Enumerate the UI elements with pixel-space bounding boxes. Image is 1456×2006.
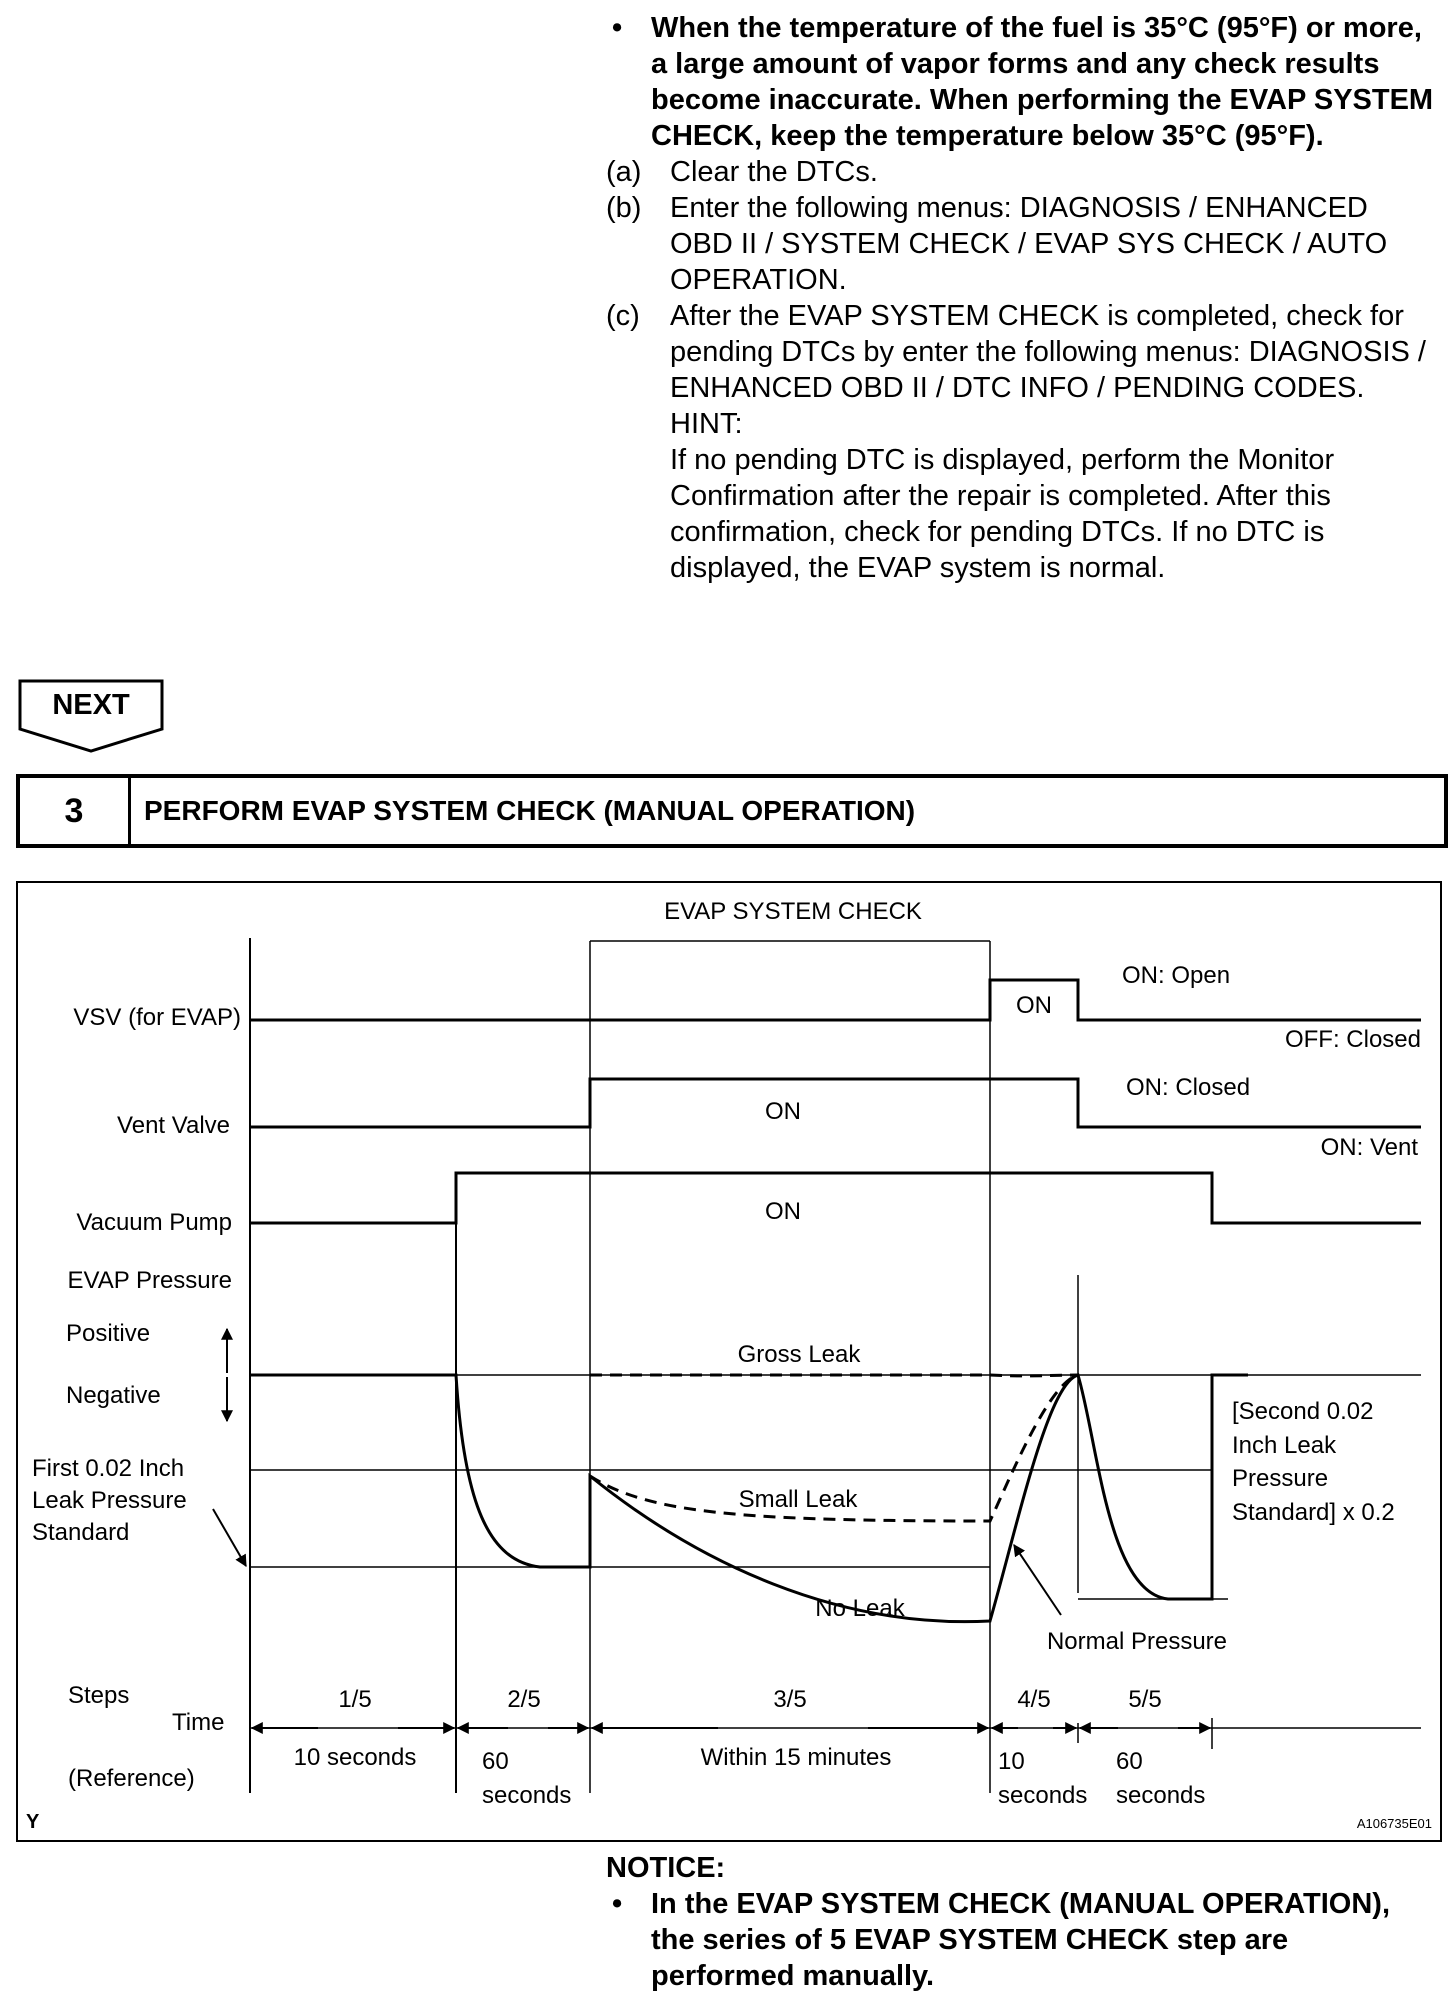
second-standard-line: Pressure [1232, 1465, 1329, 1492]
bullet-icon: • [612, 12, 623, 44]
step-text: After the EVAP SYSTEM CHECK is completed, check for pending DTCs by enter the following menus: DIAGNOSIS / ENHANCED OBD II / DTC INFO / PENDING CODES. [670, 300, 1426, 404]
step-b [606, 190, 1436, 298]
duration-line: seconds [482, 1782, 572, 1809]
instructions [606, 10, 1436, 586]
gross-leak-label: Gross Leak [737, 1341, 861, 1368]
hint-text: If no pending DTC is displayed, perform the Monitor Confirmation after the repair is completed. After this confirmation, check for pending DTCs. If no DTC is displayed, the EVAP system is normal. [670, 444, 1335, 584]
label-vent-valve: Vent Valve [117, 1112, 230, 1139]
label-evap-pressure: EVAP Pressure [67, 1267, 232, 1294]
duration-step3: Within 15 minutes [700, 1744, 892, 1771]
first-standard-arrow-icon [213, 1509, 246, 1566]
second-standard-line: [Second 0.02 [1232, 1398, 1374, 1425]
step-a [606, 154, 1436, 190]
duration-step2 [482, 1748, 571, 1809]
corner-mark: Y [26, 1811, 40, 1833]
vacuum-pump-signal [250, 1173, 1421, 1223]
step-name: 4/5 [1017, 1686, 1051, 1713]
duration-line: seconds [1116, 1782, 1206, 1809]
notice-block [606, 1850, 1436, 1994]
steps-label: Steps [68, 1682, 130, 1709]
duration-step1: 10 seconds [293, 1744, 417, 1771]
label-vacuum-pump: Vacuum Pump [76, 1209, 232, 1236]
section-header [16, 774, 1448, 848]
notice-item [606, 1886, 1436, 1994]
step-name: 2/5 [507, 1686, 541, 1713]
next-button[interactable] [18, 679, 164, 753]
vsv-on-label: ON [1016, 992, 1052, 1019]
temperature-warning [606, 10, 1436, 154]
second-standard-line: Inch Leak [1232, 1432, 1337, 1459]
first-standard-line: First 0.02 Inch [32, 1455, 185, 1482]
section-number: 3 [20, 778, 131, 844]
time-label: Time [172, 1709, 225, 1736]
vent-off-state: ON: Vent [1320, 1134, 1418, 1161]
first-standard-line: Leak Pressure [32, 1487, 187, 1514]
label-vsv: VSV (for EVAP) [73, 1004, 241, 1031]
vsv-on-state: ON: Open [1122, 962, 1231, 989]
step-text: Clear the DTCs. [670, 156, 878, 188]
second-standard-label [1232, 1398, 1395, 1526]
warning-text: When the temperature of the fuel is 35°C (95°F) or more, a large amount of vapor forms and any check results become inaccurate. When performing the EVAP SYSTEM CHECK, keep the temperature below 35°C (95°F). [651, 12, 1434, 152]
vent-on-state: ON: Closed [1126, 1074, 1251, 1101]
step-marker: (a) [606, 156, 642, 188]
duration-step4 [998, 1748, 1087, 1809]
step-marker: (c) [606, 300, 640, 332]
diagram-title: EVAP SYSTEM CHECK [664, 898, 922, 925]
label-negative: Negative [66, 1382, 161, 1409]
duration-line: seconds [998, 1782, 1088, 1809]
label-positive: Positive [66, 1320, 151, 1347]
vent-on-label: ON [765, 1098, 801, 1125]
first-standard-line: Standard [32, 1519, 130, 1546]
hint-label: HINT: [670, 408, 743, 440]
reference-label: (Reference) [68, 1765, 195, 1792]
notice-title: NOTICE: [606, 1852, 726, 1884]
pump-on-label: ON [765, 1198, 801, 1225]
step-name: 3/5 [773, 1686, 807, 1713]
small-leak-label: Small Leak [738, 1486, 858, 1513]
step-text: Enter the following menus: DIAGNOSIS / ENHANCED OBD II / SYSTEM CHECK / EVAP SYS CHECK / AUTO OPERATION. [670, 192, 1388, 296]
section-title: PERFORM EVAP SYSTEM CHECK (MANUAL OPERATION) [144, 795, 916, 826]
step-marker: (b) [606, 192, 642, 224]
step-c [606, 298, 1436, 586]
step-name: 5/5 [1128, 1686, 1162, 1713]
evap-timing-diagram [16, 881, 1442, 1842]
no-leak-label: No Leak [815, 1595, 905, 1622]
step-name: 1/5 [338, 1686, 372, 1713]
next-label: NEXT [52, 689, 130, 721]
duration-line: 60 [1116, 1748, 1143, 1775]
notice-text: In the EVAP SYSTEM CHECK (MANUAL OPERATION), the series of 5 EVAP SYSTEM CHECK step are performed manually. [651, 1888, 1391, 1992]
normal-pressure-arrow-icon [1014, 1545, 1061, 1615]
normal-pressure-label: Normal Pressure [1046, 1628, 1228, 1655]
vsv-off-state: OFF: Closed [1284, 1026, 1421, 1053]
figure-id: A106735E01 [1356, 1816, 1432, 1831]
duration-line: 10 [998, 1748, 1025, 1775]
first-standard-label [32, 1455, 193, 1546]
duration-step5 [1116, 1748, 1205, 1809]
vsv-signal [250, 980, 1421, 1020]
second-standard-line: Standard] x 0.2 [1232, 1499, 1395, 1526]
bullet-icon: • [612, 1888, 623, 1920]
duration-line: 60 [482, 1748, 509, 1775]
